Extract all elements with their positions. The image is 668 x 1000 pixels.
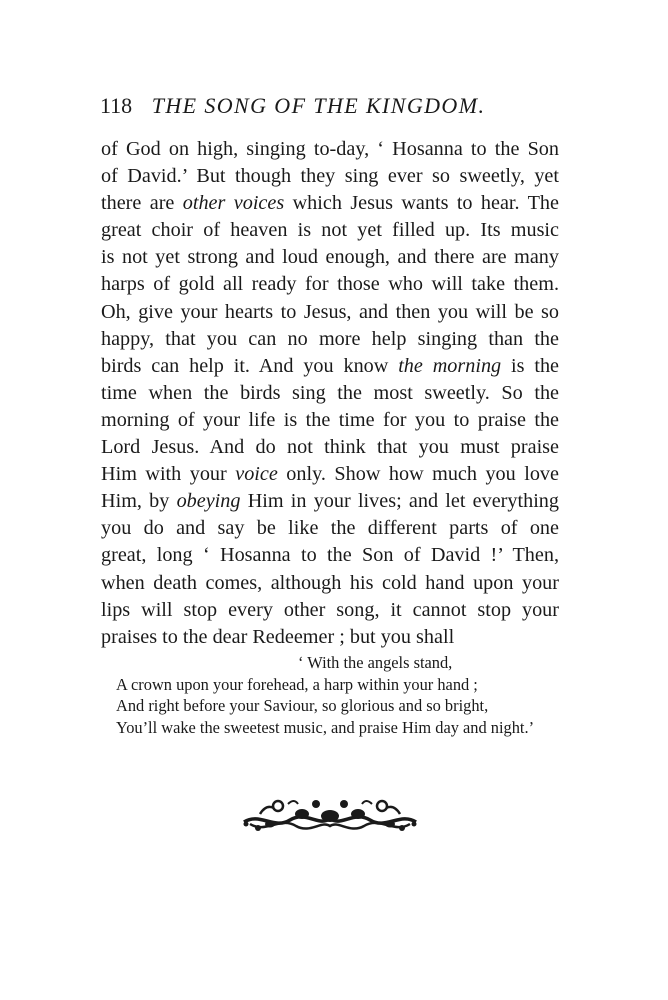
text-run: Him with your <box>101 463 236 486</box>
text-run: is the <box>501 354 559 377</box>
italic-phrase: the morning <box>398 354 502 377</box>
page-number: 118 <box>100 93 133 118</box>
text-run: morning of your life is the time for you to praise the <box>101 408 559 431</box>
text-run: happy, that you can no more help singing than the <box>101 327 559 350</box>
text-line <box>101 597 559 624</box>
text-line <box>101 136 559 163</box>
text-line <box>101 624 559 651</box>
text-line <box>101 271 559 298</box>
text-run: is not yet strong and loud enough, and there are many <box>101 246 559 269</box>
text-run: when death comes, although his cold hand upon your <box>101 571 559 594</box>
text-line <box>101 434 559 461</box>
text-run: harps of gold all ready for those who will take them. <box>101 273 559 296</box>
text-run: Lord Jesus. And do not think that you must praise <box>101 436 559 459</box>
verse-line: A crown upon your forehead, a harp within your hand ; <box>116 674 478 694</box>
text-line <box>101 163 559 190</box>
text-run: Him in your lives; and let everything <box>240 490 559 513</box>
text-line <box>101 299 559 326</box>
text-run: great, long ‘ Hosanna to the Son of David !’ Then, <box>101 544 559 567</box>
text-run: only. Show how much you love <box>277 463 559 486</box>
verse-quotation <box>116 652 558 738</box>
text-run: birds can help it. And you know <box>101 354 399 377</box>
text-line <box>101 407 559 434</box>
floral-vignette-icon <box>240 794 420 834</box>
text-line <box>101 488 559 515</box>
text-run: Him, by <box>101 490 177 513</box>
text-line <box>101 570 559 597</box>
text-run: time when the birds sing the most sweetly. So the <box>101 381 559 404</box>
text-run: of David.’ But though they sing ever so sweetly, yet <box>101 165 559 188</box>
text-run: praises to the dear Redeemer ; but you shall <box>101 625 455 648</box>
text-line <box>101 542 559 569</box>
text-run: Oh, give your hearts to Jesus, and then you will be so <box>101 300 559 323</box>
italic-phrase: other voices <box>182 192 285 215</box>
page-header <box>100 92 540 120</box>
italic-phrase: obeying <box>176 490 241 513</box>
text-line <box>101 380 559 407</box>
text-run: which Jesus wants to hear. The <box>284 192 559 215</box>
text-run: there are <box>101 192 183 215</box>
italic-phrase: voice <box>235 463 278 486</box>
text-run: you do and say be like the different parts of one <box>101 517 559 540</box>
text-line <box>101 515 559 542</box>
body-paragraph <box>101 136 559 651</box>
text-line <box>101 190 559 217</box>
text-run: lips will stop every other song, it cannot stop your <box>101 598 559 621</box>
text-run: great choir of heaven is not yet filled up. Its music <box>101 219 559 242</box>
text-line <box>101 244 559 271</box>
text-line <box>101 353 559 380</box>
text-run: of God on high, singing to-day, ‘ Hosanna to the Son <box>101 138 559 160</box>
verse-line: And right before your Saviour, so glorious and so bright, <box>116 696 489 715</box>
verse-line: You’ll wake the sweetest music, and praise Him day and night.’ <box>116 717 535 737</box>
verse-line: ‘ With the angels stand, <box>298 653 453 672</box>
text-line <box>101 461 559 488</box>
running-title: THE SONG OF THE KINGDOM. <box>151 93 486 118</box>
text-line <box>101 326 559 353</box>
text-line <box>101 217 559 244</box>
